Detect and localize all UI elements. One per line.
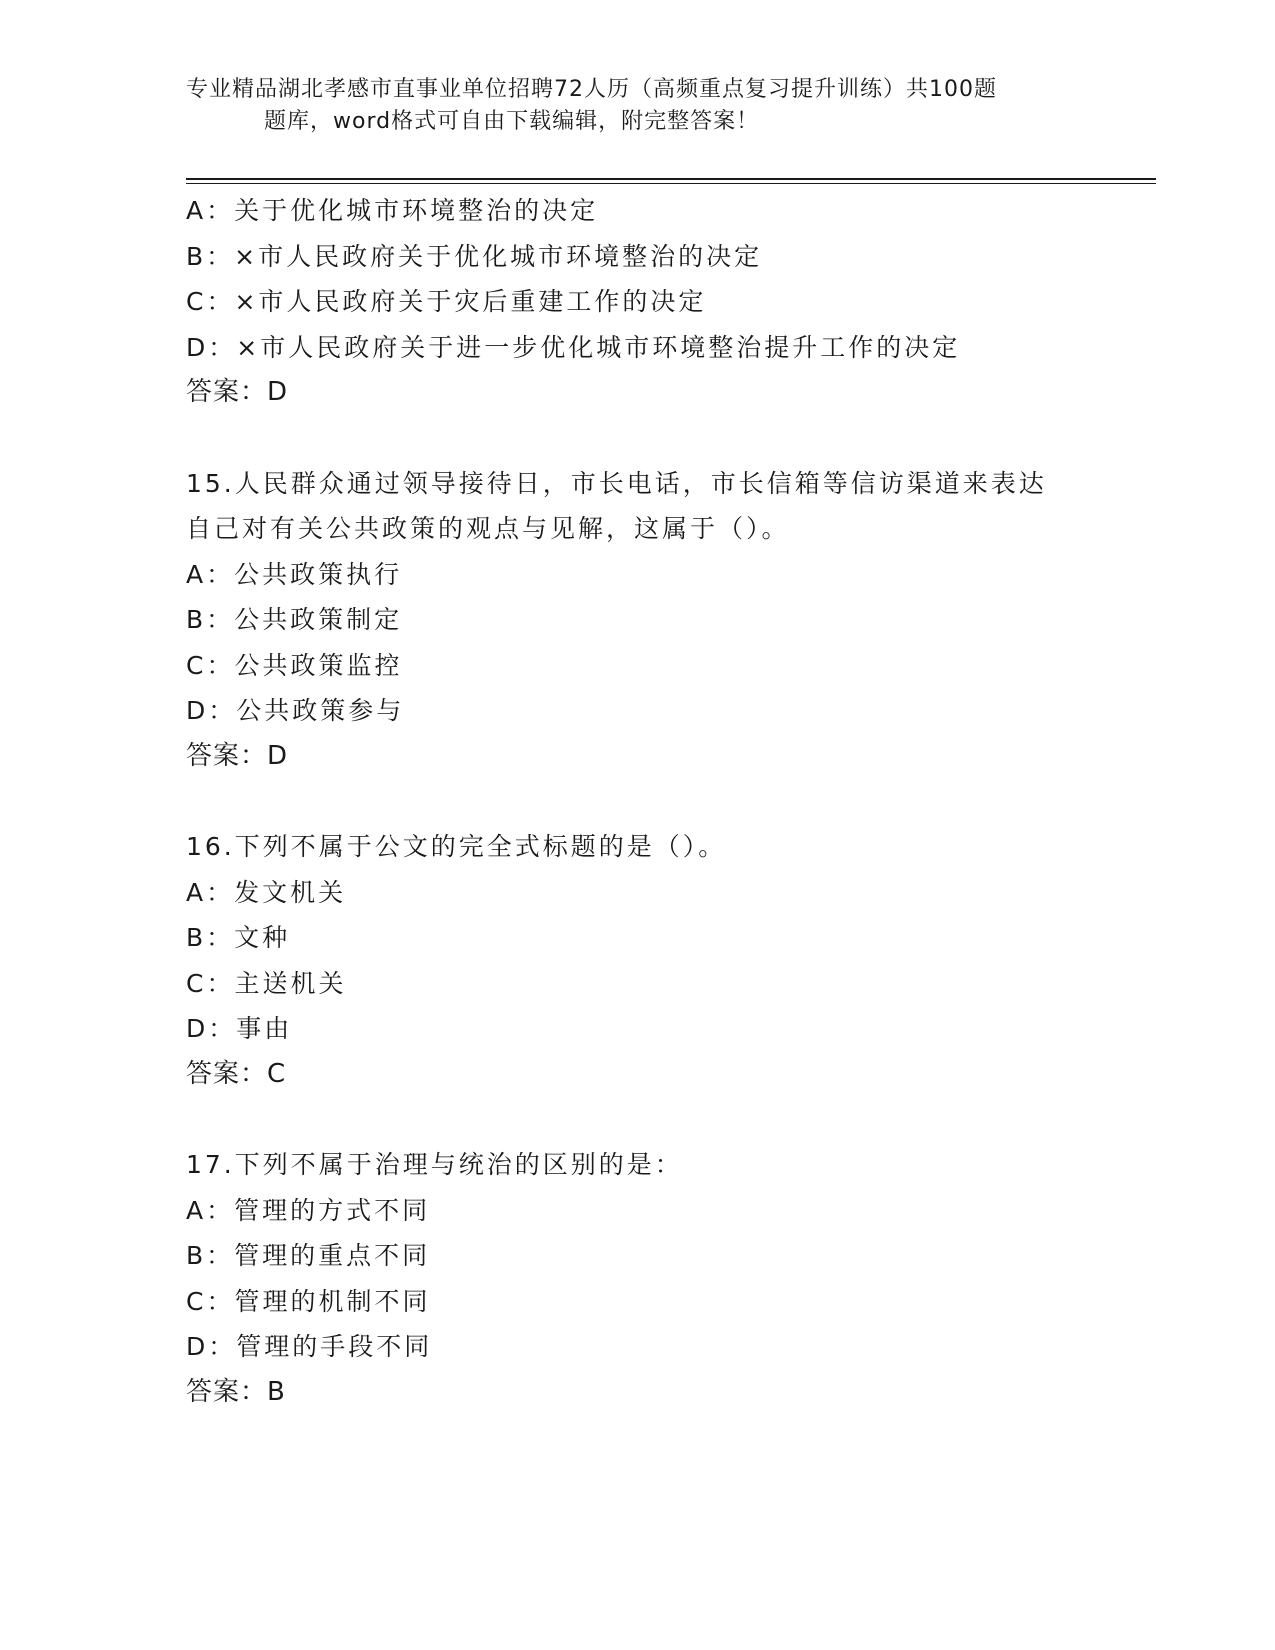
option-b: B：管理的重点不同 — [186, 1241, 431, 1270]
question-stem-line-2: 自己对有关公共政策的观点与见解，这属于（）。 — [186, 514, 790, 543]
option-c: C：公共政策监控 — [186, 650, 403, 680]
option-b: B：×市人民政府关于优化城市环境整治的决定 — [186, 241, 763, 271]
option-c: C：管理的机制不同 — [186, 1286, 431, 1316]
option-d: D：事由 — [186, 1014, 293, 1043]
option-c: C：×市人民政府关于灾后重建工作的决定 — [186, 287, 707, 316]
question-list — [186, 188, 1086, 1415]
option-a: A：关于优化城市环境整治的决定 — [186, 196, 599, 225]
question-stem-line-1: 15.人民群众通过领导接待日，市长电话，市长信箱等信访渠道来表达 — [186, 468, 1047, 498]
option-b: B：文种 — [186, 923, 291, 952]
header-rule-thick — [186, 178, 1156, 180]
option-d: D：管理的手段不同 — [186, 1332, 433, 1361]
document-header — [186, 74, 1086, 138]
question-stem-line-1: 17.下列不属于治理与统治的区别的是： — [186, 1150, 683, 1179]
option-b: B：公共政策制定 — [186, 605, 403, 634]
header-title-line-2: 题库，word格式可自由下载编辑，附完整答案！ — [264, 109, 760, 134]
question-16 — [186, 824, 1086, 1097]
option-d: D：×市人民政府关于进一步优化城市环境整治提升工作的决定 — [186, 332, 961, 362]
question-17 — [186, 1142, 1086, 1415]
answer-line: 答案：D — [186, 740, 289, 771]
header-title-line-1: 专业精品湖北孝感市直事业单位招聘72人历（高频重点复习提升训练）共100题 — [186, 77, 997, 102]
option-a: A：公共政策执行 — [186, 559, 403, 589]
option-c: C：主送机关 — [186, 968, 347, 998]
option-d: D：公共政策参与 — [186, 696, 405, 725]
answer-line: 答案：B — [186, 1376, 286, 1407]
option-a: A：管理的方式不同 — [186, 1195, 431, 1225]
answer-line: 答案：C — [186, 1058, 287, 1089]
question-stem-line-1: 16.下列不属于公文的完全式标题的是（）。 — [186, 832, 727, 861]
spacer — [186, 416, 1086, 461]
answer-line: 答案：D — [186, 377, 289, 407]
option-a: A：发文机关 — [186, 877, 347, 907]
header-rule-thin — [186, 183, 1156, 184]
spacer — [186, 1097, 1086, 1142]
spacer — [186, 779, 1086, 824]
question-15 — [186, 461, 1086, 780]
question-14 — [186, 188, 1086, 416]
